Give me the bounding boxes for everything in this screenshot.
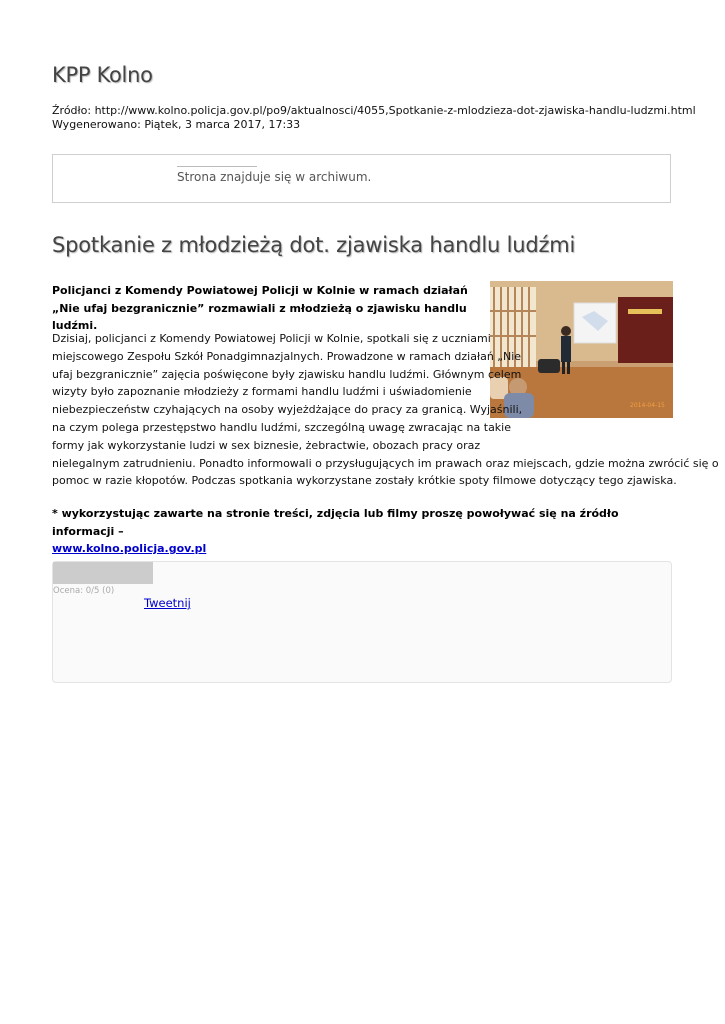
- generated-date: Wygenerowano: Piątek, 3 marca 2017, 17:33: [52, 118, 301, 131]
- source-note: [52, 505, 672, 558]
- body-line: na czym polega przestępstwo handlu ludźmi, szczególną uwagę zwracając na takie: [52, 420, 512, 434]
- source-note-text: * wykorzystując zawarte na stronie treści, zdjęcia lub filmy proszę powoływać się na źródło informacji –: [52, 507, 619, 538]
- archive-text: Strona znajduje się w archiwum.: [177, 170, 372, 184]
- photo-date-stamp: 2014-04-15: [630, 402, 665, 409]
- rating-text: Ocena: 0/5 (0): [53, 586, 115, 596]
- body-line: ufaj bezgranicznie” zajęcia poświęcone były zjawisku handlu ludźmi. Głównym celem: [52, 367, 522, 381]
- article-body: [52, 330, 719, 490]
- body-line: Dzisiaj, policjanci z Komendy Powiatowej Policji w Kolnie, spotkali się z uczniami: [52, 332, 491, 345]
- body-line: wizyty było zapoznanie młodzieży z formami handlu ludźmi i uświadomienie: [52, 385, 472, 399]
- body-line: miejscowego Zespołu Szkół Ponadgimnazjalnych. Prowadzone w ramach działań „Nie: [52, 349, 522, 363]
- body-line: formy jak wykorzystanie ludzi w sex biznesie, żebractwie, obozach pracy oraz: [52, 438, 481, 452]
- archive-divider: [177, 166, 257, 167]
- source-url: Źródło: http://www.kolno.policja.gov.pl/po9/aktualnosci/4055,Spotkanie-z-mlodzieza-dot-zjawiska-handlu-ludzmi.html: [52, 104, 696, 117]
- site-title: KPP Kolno: [52, 63, 153, 87]
- archive-notice: [52, 154, 671, 203]
- tweet-link[interactable]: Tweetnij: [144, 596, 191, 610]
- rating-panel: [52, 561, 672, 683]
- body-line: niebezpieczeństw czyhających na osoby wyjeżdżające do pracy za granicą. Wyjaśnili,: [52, 403, 523, 417]
- body-line: nielegalnym zatrudnieniu. Ponadto informowali o przysługujących im prawach oraz miejscach, gdzie można zwrócić się o: [52, 456, 719, 470]
- source-note-link[interactable]: www.kolno.policja.gov.pl: [52, 542, 207, 555]
- body-line: pomoc w razie kłopotów. Podczas spotkania wykorzystane zostały krótkie spoty filmowe dotyczący tego zjawiska.: [52, 474, 677, 488]
- rating-stars[interactable]: [53, 562, 153, 584]
- article-lead: Policjanci z Komendy Powiatowej Policji w Kolnie w ramach działań „Nie ufaj bezgranicznie” rozmawiali z młodzieżą o zjawisku handlu ludźmi.: [52, 284, 468, 332]
- source-info: [52, 104, 696, 132]
- article-title: Spotkanie z młodzieżą dot. zjawiska handlu ludźmi: [52, 233, 576, 257]
